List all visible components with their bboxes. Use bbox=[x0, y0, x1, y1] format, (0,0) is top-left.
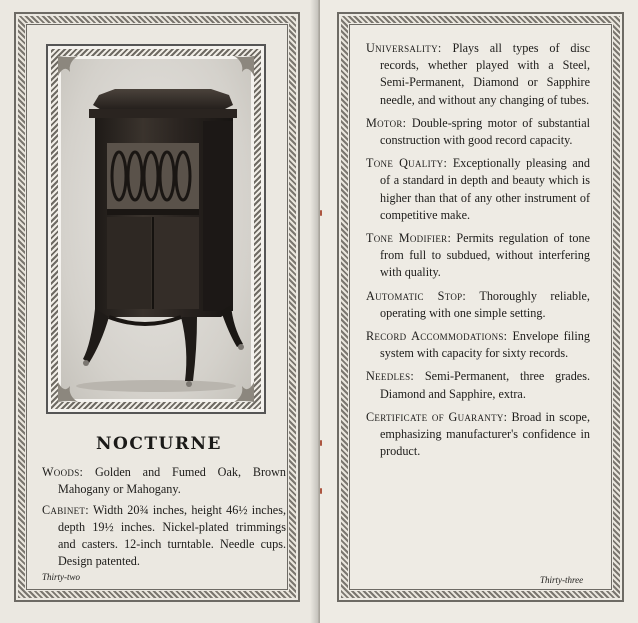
page-number-left: Thirty-two bbox=[42, 572, 81, 582]
spec-automatic-stop bbox=[366, 288, 590, 322]
spec-tone-modifier bbox=[366, 230, 590, 282]
spec-text: Thoroughly reliable, operating with one simple setting. bbox=[380, 288, 590, 320]
cabinet-text: Width 20¾ inches, height 46½ inches, depth 19½ inches. Nickel-plated trimmings and casters. 12-inch turntable. Needle cups. Design patented. bbox=[58, 503, 286, 568]
specifications-list bbox=[366, 40, 590, 466]
spec-text: Permits regulation of tone from full to subdued, without interfering with quality. bbox=[380, 231, 590, 280]
phonograph-cabinet-illustration bbox=[61, 59, 251, 399]
spec-label: Motor: bbox=[366, 115, 407, 130]
cabinet-paragraph bbox=[42, 502, 286, 570]
scroll-ornament-icon bbox=[56, 54, 80, 78]
spec-label: Automatic Stop: bbox=[366, 288, 467, 303]
spec-label: Tone Quality: bbox=[366, 156, 448, 171]
spec-tone-quality bbox=[366, 155, 590, 224]
spec-label: Record Accommodations: bbox=[366, 329, 508, 344]
woods-text: Golden and Fumed Oak, Brown Mahogany or Mahogany. bbox=[58, 465, 286, 496]
woods-label: Woods: bbox=[42, 465, 84, 479]
spec-text: Exceptionally pleasing and of a standard in depth and beauty which is higher than that of any other instrument of competitive make. bbox=[380, 156, 590, 222]
model-title: NOCTURNE bbox=[96, 434, 222, 454]
spec-text: Envelope filing system with capacity for sixty records. bbox=[380, 329, 590, 361]
spec-label: Needles: bbox=[366, 369, 415, 384]
spec-certificate-of-guaranty bbox=[366, 409, 590, 461]
spec-text: Broad in scope, emphasizing manufacturer's confidence in product. bbox=[380, 409, 590, 459]
scroll-ornament-icon bbox=[232, 380, 256, 404]
phonograph-photo bbox=[61, 59, 251, 399]
spec-universality bbox=[366, 40, 590, 109]
spec-label: Tone Modifier: bbox=[366, 231, 452, 246]
spec-record-accommodations bbox=[366, 328, 590, 362]
spec-needles bbox=[366, 368, 590, 402]
spec-text: Double-spring motor of substantial construction with good record capacity. bbox=[380, 115, 590, 148]
left-page bbox=[0, 0, 318, 623]
spec-label: Universality: bbox=[366, 41, 442, 55]
scroll-ornament-icon bbox=[232, 54, 256, 78]
scroll-ornament-icon bbox=[56, 380, 80, 404]
spec-text: Plays all types of disc records, whether played with a Steel, Semi-Permanent, Diamond or Sapphire needle, and without any changing of tubes. bbox=[380, 41, 590, 107]
spec-label: Certificate of Guaranty: bbox=[366, 409, 508, 424]
phonograph-plate bbox=[46, 44, 266, 414]
spec-motor bbox=[366, 115, 590, 149]
spec-text: Semi-Permanent, three grades. Diamond and Sapphire, extra. bbox=[380, 369, 590, 401]
cabinet-label: Cabinet: bbox=[42, 503, 89, 517]
woods-paragraph bbox=[42, 464, 286, 498]
page-number-right: Thirty-three bbox=[540, 575, 584, 585]
